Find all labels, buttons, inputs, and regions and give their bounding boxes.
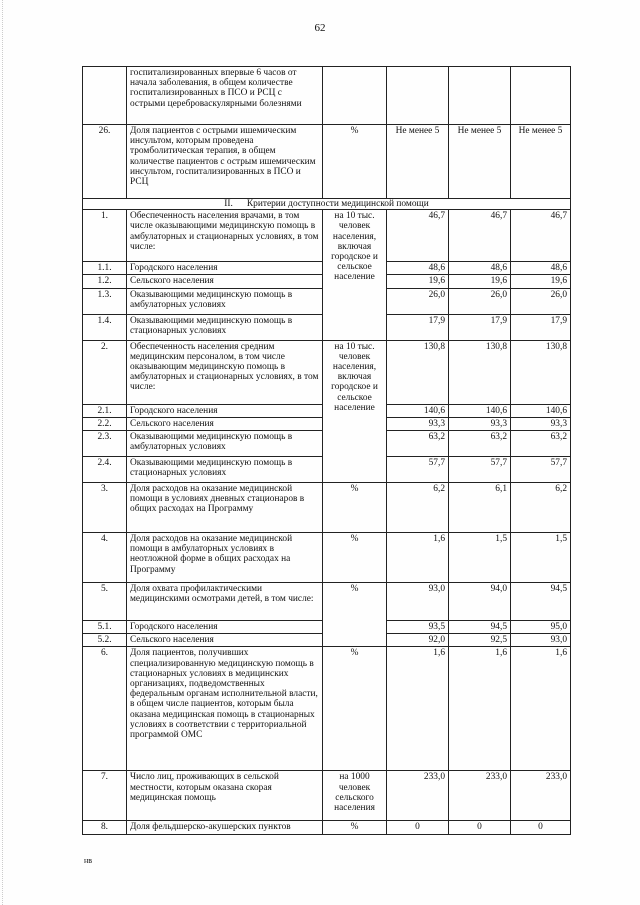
- row-value-1: 26,0: [387, 288, 449, 314]
- row-value-1: 140,6: [387, 404, 449, 417]
- row-number: 1.: [83, 210, 127, 262]
- row-value-1: 130,8: [387, 340, 449, 404]
- row-text: Сельского населения: [127, 417, 323, 430]
- row-value-3: 93,0: [511, 634, 571, 647]
- row-value-3: 46,7: [511, 210, 571, 262]
- row-value-1: 46,7: [387, 210, 449, 262]
- row-number: 5.: [83, 583, 127, 621]
- row-value-2: 130,8: [449, 340, 511, 404]
- section-title: Критерии доступности медицинской помощи: [246, 199, 429, 209]
- row-unit: %: [323, 483, 387, 533]
- row-value-1: 1,6: [387, 647, 449, 771]
- row-value-2: 233,0: [449, 771, 511, 821]
- row-number: 2.2.: [83, 417, 127, 430]
- table-row: [83, 125, 571, 199]
- row-value-2: 93,3: [449, 417, 511, 430]
- row-unit: %: [323, 647, 387, 771]
- table-row: [83, 583, 571, 621]
- table-row: [83, 210, 571, 262]
- footer-mark: нв: [84, 856, 93, 865]
- row-value-3: [511, 67, 571, 125]
- row-value-3: 48,6: [511, 262, 571, 275]
- row-value-3: 0: [511, 821, 571, 834]
- row-number: 2.1.: [83, 404, 127, 417]
- row-number: 26.: [83, 125, 127, 199]
- table-row: [83, 67, 571, 125]
- row-value-2: [449, 67, 511, 125]
- criteria-table: [82, 66, 571, 835]
- row-value-1: 233,0: [387, 771, 449, 821]
- row-value-2: 48,6: [449, 262, 511, 275]
- row-text: Оказывающими медицинскую помощь в стационарных условиях: [127, 314, 323, 340]
- row-value-1: 0: [387, 821, 449, 834]
- table-row: [83, 771, 571, 821]
- row-value-1: 48,6: [387, 262, 449, 275]
- row-value-3: 1,5: [511, 533, 571, 583]
- row-number: 2.: [83, 340, 127, 404]
- row-number: 1.1.: [83, 262, 127, 275]
- row-text: Доля фельдшерско-акушерских пунктов: [127, 821, 323, 834]
- row-text: Городского населения: [127, 262, 323, 275]
- row-value-1: 6,2: [387, 483, 449, 533]
- row-value-2: 94,5: [449, 621, 511, 634]
- row-text: Городского населения: [127, 404, 323, 417]
- row-unit: %: [323, 125, 387, 199]
- row-number: 1.4.: [83, 314, 127, 340]
- row-text: Оказывающими медицинскую помощь в стационарных условиях: [127, 457, 323, 483]
- row-value-2: 6,1: [449, 483, 511, 533]
- table-row: [83, 533, 571, 583]
- row-unit: [323, 67, 387, 125]
- table-row: [83, 483, 571, 533]
- row-value-2: Не менее 5: [449, 125, 511, 199]
- table-row: [83, 340, 571, 404]
- section-header-row: [83, 199, 571, 210]
- row-value-2: 63,2: [449, 431, 511, 457]
- row-value-2: 17,9: [449, 314, 511, 340]
- row-value-1: 19,6: [387, 275, 449, 288]
- row-text: Доля охвата профилактическими медицинскими осмотрами детей, в том числе:: [127, 583, 323, 621]
- scan-edge: [2, 0, 5, 905]
- row-unit: на 1000 человек сельского населения: [323, 771, 387, 821]
- row-text: Число лиц, проживающих в сельской местности, которым оказана скорая медицинская помощь: [127, 771, 323, 821]
- row-number: 4.: [83, 533, 127, 583]
- row-value-2: 26,0: [449, 288, 511, 314]
- row-number: 2.4.: [83, 457, 127, 483]
- row-value-3: 233,0: [511, 771, 571, 821]
- section-roman: II.: [224, 199, 233, 209]
- row-text: Сельского населения: [127, 634, 323, 647]
- row-number: 2.3.: [83, 431, 127, 457]
- row-number: 6.: [83, 647, 127, 771]
- row-number: 5.2.: [83, 634, 127, 647]
- row-value-2: 46,7: [449, 210, 511, 262]
- row-value-2: 92,5: [449, 634, 511, 647]
- row-value-1: 57,7: [387, 457, 449, 483]
- row-value-3: 17,9: [511, 314, 571, 340]
- table-row: [83, 821, 571, 834]
- row-text: Оказывающими медицинскую помощь в амбулаторных условиях: [127, 431, 323, 457]
- row-value-3: 93,3: [511, 417, 571, 430]
- row-unit: на 10 тыс. человек населения, включая городское и сельское население: [323, 340, 387, 482]
- row-text: Оказывающими медицинскую помощь в амбулаторных условиях: [127, 288, 323, 314]
- row-text: Доля пациентов, получивших специализированную медицинскую помощь в стационарных условиях в медицинских организациях, подведомственных федеральным органам исполнительной власти, в общем числе пациентов, которым была оказана медицинская помощь в стационарных условиях в соответствии с территориальной программой ОМС: [127, 647, 323, 771]
- row-value-1: 93,0: [387, 583, 449, 621]
- row-unit: %: [323, 583, 387, 647]
- row-value-1: 93,3: [387, 417, 449, 430]
- row-value-3: 130,8: [511, 340, 571, 404]
- row-number: 7.: [83, 771, 127, 821]
- row-text: Городского населения: [127, 621, 323, 634]
- row-value-3: 63,2: [511, 431, 571, 457]
- table-row: [83, 647, 571, 771]
- page-number: 62: [314, 22, 326, 34]
- row-number: 3.: [83, 483, 127, 533]
- row-text: Доля расходов на оказание медицинской помощи в условиях дневных стационаров в общих расходах на Программу: [127, 483, 323, 533]
- row-unit: %: [323, 533, 387, 583]
- row-number: 8.: [83, 821, 127, 834]
- row-value-1: 17,9: [387, 314, 449, 340]
- row-value-2: 1,6: [449, 647, 511, 771]
- row-text: Доля пациентов с острыми ишемическим инсультом, которым проведена тромболитическая терапия, в общем количестве пациентов с острым ишемическим инсультом, госпитализированных в ПСО и РСЦ: [127, 125, 323, 199]
- row-number: 1.3.: [83, 288, 127, 314]
- row-unit: %: [323, 821, 387, 834]
- row-value-3: 140,6: [511, 404, 571, 417]
- row-number: [83, 67, 127, 125]
- row-number: 5.1.: [83, 621, 127, 634]
- row-value-1: Не менее 5: [387, 125, 449, 199]
- row-value-2: 57,7: [449, 457, 511, 483]
- row-value-1: 92,0: [387, 634, 449, 647]
- row-value-2: 19,6: [449, 275, 511, 288]
- row-value-2: 94,0: [449, 583, 511, 621]
- row-value-3: 6,2: [511, 483, 571, 533]
- row-value-3: 1,6: [511, 647, 571, 771]
- row-text: Обеспеченность населения средним медицинским персоналом, в том числе оказывающим медицинскую помощь в амбулаторных и стационарных условиях, в том числе:: [127, 340, 323, 404]
- row-text: Обеспеченность населения врачами, в том числе оказывающими медицинскую помощь в амбулаторных и стационарных условиях, в том числе:: [127, 210, 323, 262]
- row-value-2: 1,5: [449, 533, 511, 583]
- row-text: Сельского населения: [127, 275, 323, 288]
- row-value-1: 1,6: [387, 533, 449, 583]
- row-value-3: 57,7: [511, 457, 571, 483]
- row-value-3: 26,0: [511, 288, 571, 314]
- row-text: госпитализированных впервые 6 часов от начала заболевания, в общем количестве госпитализированных в ПСО и РСЦ с острыми цереброваскулярными болезнями: [127, 67, 323, 125]
- row-value-3: Не менее 5: [511, 125, 571, 199]
- row-value-2: 0: [449, 821, 511, 834]
- row-value-1: 63,2: [387, 431, 449, 457]
- row-value-3: 95,0: [511, 621, 571, 634]
- row-value-1: [387, 67, 449, 125]
- row-value-3: 19,6: [511, 275, 571, 288]
- row-value-3: 94,5: [511, 583, 571, 621]
- row-text: Доля расходов на оказание медицинской помощи в амбулаторных условиях в неотложной форме в общих расходах на Программу: [127, 533, 323, 583]
- row-unit: на 10 тыс. человек населения, включая городское и сельское население: [323, 210, 387, 340]
- row-number: 1.2.: [83, 275, 127, 288]
- row-value-1: 93,5: [387, 621, 449, 634]
- row-value-2: 140,6: [449, 404, 511, 417]
